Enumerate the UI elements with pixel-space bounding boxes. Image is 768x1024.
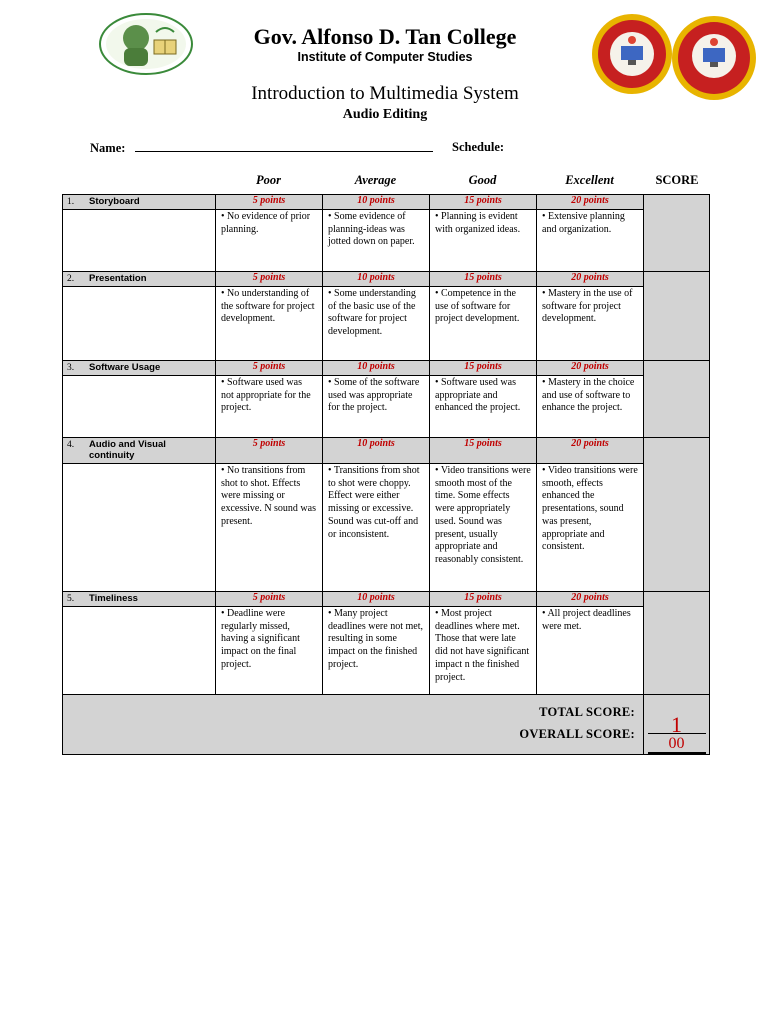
points-excellent: 20 points [537,272,644,287]
description-row [63,376,710,438]
column-header-poor: Poor [256,173,281,187]
column-header-score: SCORE [655,173,699,187]
desc-excellent: • Mastery in the choice and use of software to enhance the project. [537,376,644,438]
points-average: 10 points [323,361,430,376]
course-title: Introduction to Multimedia System [251,83,519,104]
activity-title: Audio Editing [342,107,428,122]
description-row [63,607,710,695]
points-average: 10 points [323,195,430,210]
name-label: Name: [90,141,126,155]
institute-seal-logo [588,10,676,98]
overall-score-digit: 1 [648,717,706,734]
criterion-row [63,272,710,287]
points-excellent: 20 points [537,592,644,607]
points-average: 10 points [323,438,430,464]
total-score-label: TOTAL SCORE: [539,705,635,719]
desc-good: • Competence in the use of software for project development. [430,287,537,361]
points-poor: 5 points [216,592,323,607]
desc-good: • Most project deadlines where met. Those that were late did not have significant impact n the finished project. [430,607,537,695]
overall-score-value[interactable] [644,695,710,755]
description-row [63,287,710,361]
points-excellent: 20 points [537,438,644,464]
institute-name: Institute of Computer Studies [297,50,473,64]
overall-score-zeros: 00 [648,736,706,753]
points-poor: 5 points [216,272,323,287]
points-poor: 5 points [216,195,323,210]
desc-average: • Some of the software used was appropriate for the project. [323,376,430,438]
criterion-label: 4. Audio and Visual continuity [63,438,216,464]
description-row [63,210,710,272]
criterion-label: 2. Presentation [63,272,216,287]
desc-good: • Planning is evident with organized ideas. [430,210,537,272]
rubric-table [62,194,710,755]
overall-score-label: OVERALL SCORE: [519,727,635,741]
totals-row [63,695,710,755]
name-field [90,140,433,156]
criterion-row [63,361,710,376]
desc-average: • Some evidence of planning-ideas was jotted down on paper. [323,210,430,272]
score-cell[interactable] [644,438,710,592]
desc-average: • Many project deadlines were not met, resulting in some impact on the finished project. [323,607,430,695]
score-cell[interactable] [644,361,710,438]
totals-labels [63,695,644,755]
points-good: 15 points [430,361,537,376]
desc-poor: • No evidence of prior planning. [216,210,323,272]
points-excellent: 20 points [537,361,644,376]
points-excellent: 20 points [537,195,644,210]
points-poor: 5 points [216,361,323,376]
desc-good: • Software used was appropriate and enhanced the project. [430,376,537,438]
desc-poor: • No understanding of the software for project development. [216,287,323,361]
schedule-label: Schedule: [452,140,505,154]
points-good: 15 points [430,272,537,287]
points-poor: 5 points [216,438,323,464]
column-header-average: Average [354,173,397,187]
points-average: 10 points [323,592,430,607]
desc-excellent: • Extensive planning and organization. [537,210,644,272]
description-row [63,464,710,592]
criterion-row [63,592,710,607]
column-header-good: Good [468,173,497,187]
criterion-row [63,438,710,464]
desc-average: • Some understanding of the basic use of the software for project development. [323,287,430,361]
schedule-field [452,140,508,155]
score-cell[interactable] [644,592,710,695]
column-header-excellent: Excellent [565,173,614,187]
name-input-line[interactable] [135,140,433,152]
points-average: 10 points [323,272,430,287]
criterion-row [63,195,710,210]
score-cell[interactable] [644,272,710,361]
desc-excellent: • Video transitions were smooth, effects enhanced the presentations, sound was present, appropriate and consistent. [537,464,644,592]
criterion-label: 1. Storyboard [63,195,216,210]
desc-poor: • No transitions from shot to shot. Effects were missing or excessive. N sound was present. [216,464,323,592]
points-good: 15 points [430,592,537,607]
points-good: 15 points [430,438,537,464]
college-logo [96,10,196,78]
desc-good: • Video transitions were smooth most of the time. Some effects were appropriately used. Sound was present, usually appropriate and reasonably consistent. [430,464,537,592]
points-good: 15 points [430,195,537,210]
desc-excellent: • All project deadlines were met. [537,607,644,695]
gadts-seal-logo [670,10,758,106]
desc-poor: • Software used was not appropriate for the project. [216,376,323,438]
college-name: Gov. Alfonso D. Tan College [253,24,517,49]
score-cell[interactable] [644,195,710,272]
criterion-label: 5. Timeliness [63,592,216,607]
desc-excellent: • Mastery in the use of software for project development. [537,287,644,361]
desc-average: • Transitions from shot to shot were choppy. Effect were either missing or excessive. Sound was cut-off and or inconsistent. [323,464,430,592]
criterion-label: 3. Software Usage [63,361,216,376]
desc-poor: • Deadline were regularly missed, having a significant impact on the final project. [216,607,323,695]
